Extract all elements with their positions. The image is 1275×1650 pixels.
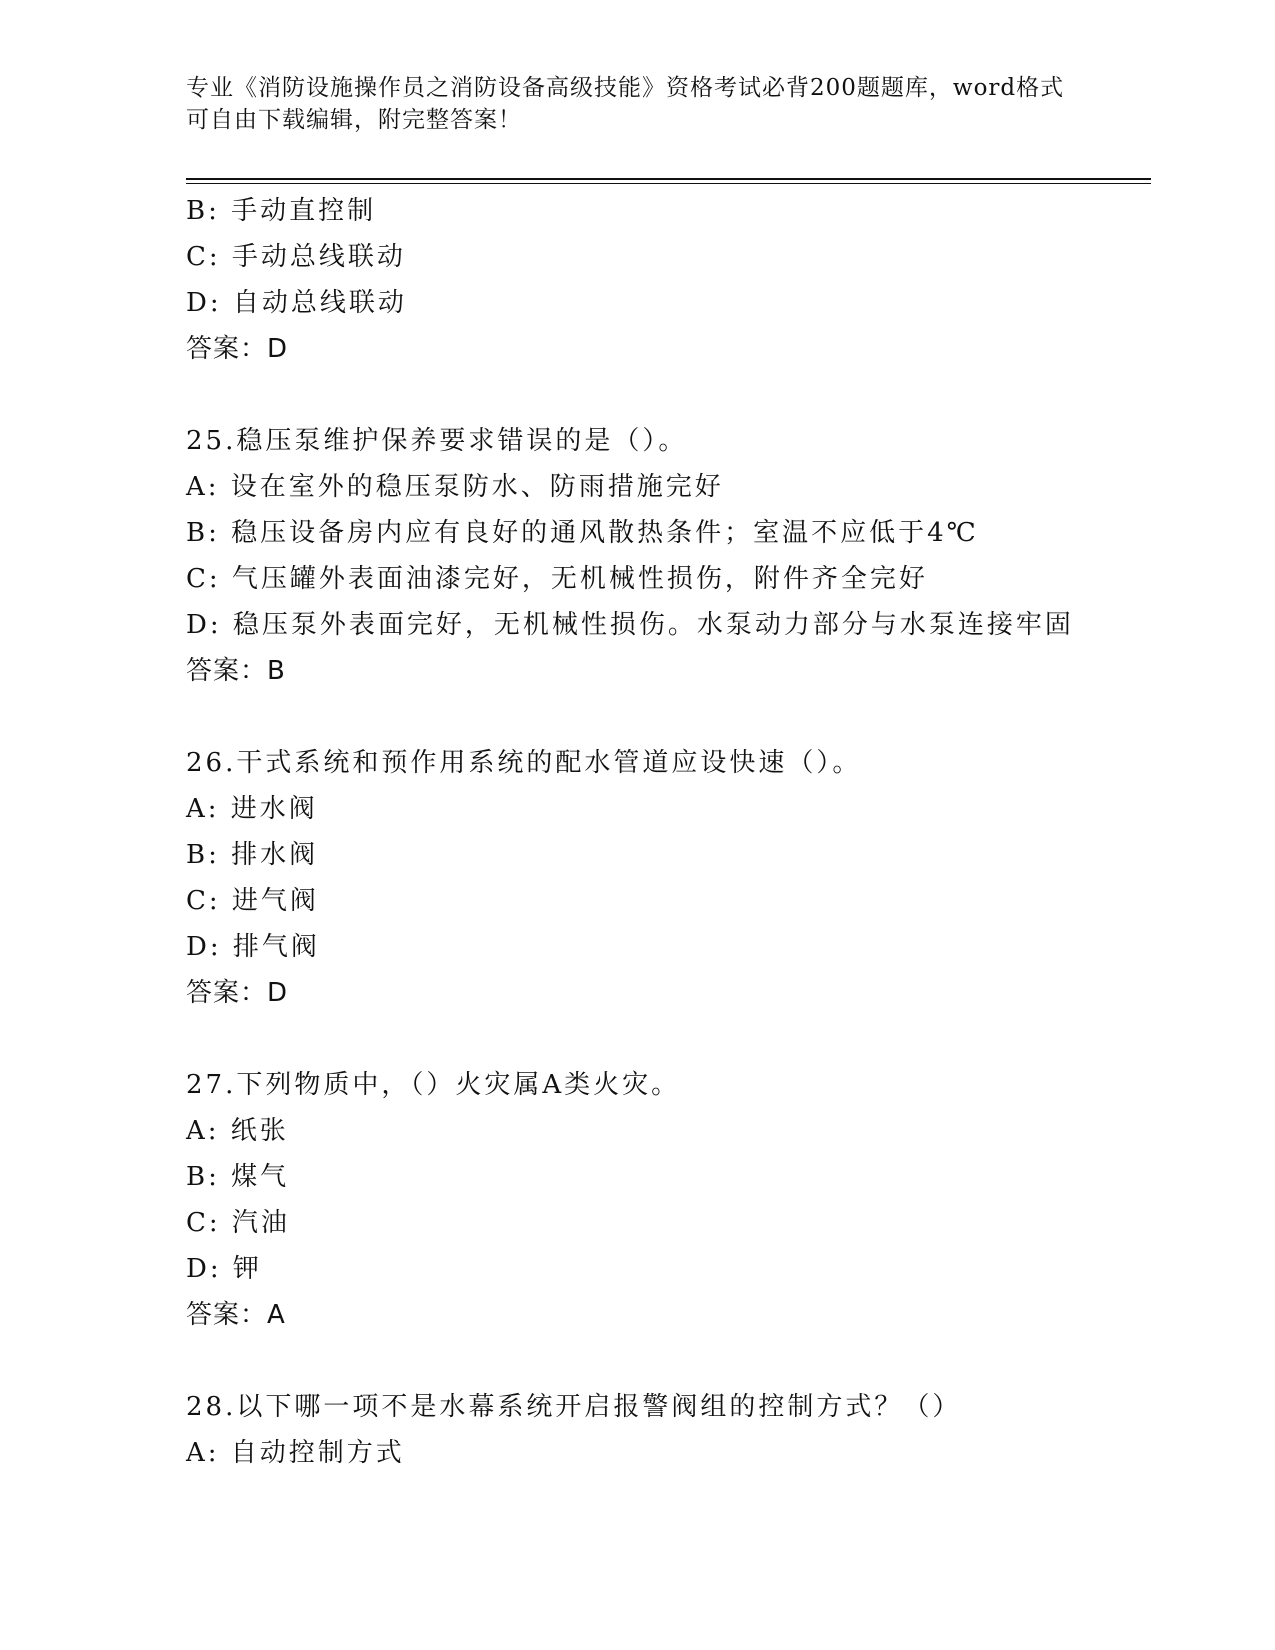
spacer <box>186 372 1151 418</box>
answer-line: 答案：B <box>186 656 286 686</box>
option-c: C: 汽油 <box>186 1208 290 1238</box>
answer-line: 答案：D <box>186 978 289 1008</box>
option-b: B: 煤气 <box>186 1162 290 1192</box>
question-block-28 <box>186 1384 1151 1476</box>
question-text: 25.稳压泵维护保养要求错误的是（）。 <box>186 426 688 456</box>
question-text: 28.以下哪一项不是水幕系统开启报警阀组的控制方式？（） <box>186 1392 962 1422</box>
option-b: B: 稳压设备房内应有良好的通风散热条件；室温不应低于4℃ <box>186 518 979 548</box>
option-d: D: 自动总线联动 <box>186 288 407 318</box>
option-c: C: 气压罐外表面油漆完好，无机械性损伤，附件齐全完好 <box>186 564 928 594</box>
option-c: C: 进气阀 <box>186 886 319 916</box>
option-a: A: 纸张 <box>186 1116 289 1146</box>
option-d: D: 钾 <box>186 1254 262 1284</box>
answer-line: 答案：A <box>186 1300 286 1330</box>
question-block-27 <box>186 1062 1151 1338</box>
document-header: 专业《消防设施操作员之消防设备高级技能》资格考试必背200题题库，word格式可自由下载编辑，附完整答案！ <box>186 75 1065 133</box>
option-b: B: 手动直控制 <box>186 196 377 226</box>
header-rule-thin <box>186 183 1151 184</box>
option-d: D: 稳压泵外表面完好，无机械性损伤。水泵动力部分与水泵连接牢固 <box>186 610 1074 640</box>
question-text: 27.下列物质中，（）火灾属A类火灾。 <box>186 1070 681 1100</box>
spacer <box>186 1016 1151 1062</box>
option-b: B: 排水阀 <box>186 840 319 870</box>
question-block-26 <box>186 740 1151 1016</box>
option-d: D: 排气阀 <box>186 932 320 962</box>
question-block-24 <box>186 188 1151 372</box>
option-c: C: 手动总线联动 <box>186 242 406 272</box>
option-a: A: 设在室外的稳压泵防水、防雨措施完好 <box>186 472 724 502</box>
spacer <box>186 1338 1151 1384</box>
question-text: 26.干式系统和预作用系统的配水管道应设快速（）。 <box>186 748 862 778</box>
option-a: A: 进水阀 <box>186 794 318 824</box>
header-rule-thick <box>186 178 1151 180</box>
answer-line: 答案：D <box>186 334 289 364</box>
question-content <box>186 188 1151 1476</box>
question-block-25 <box>186 418 1151 694</box>
option-a: A: 自动控制方式 <box>186 1438 405 1468</box>
spacer <box>186 694 1151 740</box>
